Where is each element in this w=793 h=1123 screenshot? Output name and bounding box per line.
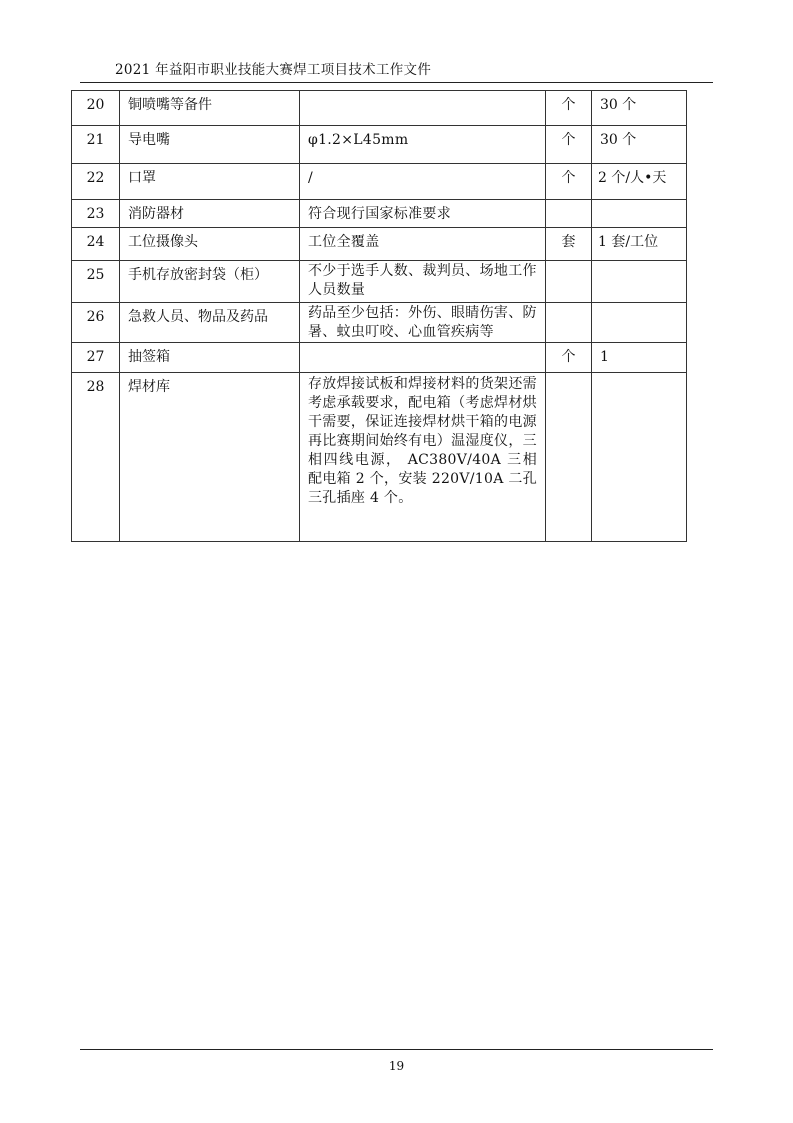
- item-requirement: φ1.2×L45mm: [300, 126, 546, 164]
- row-number: 20: [72, 91, 120, 126]
- item-quantity: [592, 200, 687, 228]
- item-requirement: 不少于选手人数、裁判员、场地工作人员数量: [300, 261, 546, 303]
- item-name: 焊材库: [120, 373, 300, 542]
- item-quantity: [592, 261, 687, 303]
- page-number: 19: [388, 1059, 405, 1073]
- row-number: 25: [72, 261, 120, 303]
- item-name: 导电嘴: [120, 126, 300, 164]
- item-unit: [546, 200, 592, 228]
- table-row: [72, 373, 687, 542]
- item-unit: [546, 303, 592, 343]
- row-number: 27: [72, 343, 120, 373]
- item-requirement: 工位全覆盖: [300, 228, 546, 261]
- item-requirement: 存放焊接试板和焊接材料的货架还需考虑承载要求，配电箱（考虑焊材烘干需要，保证连接焊材烘干箱的电源再比赛期间始终有电）温湿度仪，三相四线电源， AC380V/40A 三相配电箱 2 个，安装 220V/10A 二孔三孔插座 4 个。: [300, 373, 546, 542]
- row-number: 28: [72, 373, 120, 542]
- table-row: [72, 303, 687, 343]
- item-quantity: 2 个/人•天: [592, 164, 687, 200]
- item-quantity: 30 个: [592, 126, 687, 164]
- header-title: 2021 年益阳市职业技能大赛焊工项目技术工作文件: [115, 62, 432, 78]
- row-number: 21: [72, 126, 120, 164]
- row-number: 24: [72, 228, 120, 261]
- table-row: [72, 200, 687, 228]
- item-quantity: [592, 303, 687, 343]
- item-name: 抽签箱: [120, 343, 300, 373]
- item-unit: 个: [546, 126, 592, 164]
- table-row: [72, 164, 687, 200]
- item-unit: 个: [546, 343, 592, 373]
- item-unit: 个: [546, 164, 592, 200]
- item-unit: [546, 261, 592, 303]
- item-name: 口罩: [120, 164, 300, 200]
- equipment-table: [71, 90, 687, 542]
- row-number: 26: [72, 303, 120, 343]
- row-number: 22: [72, 164, 120, 200]
- header-rule: [80, 82, 713, 83]
- item-requirement: /: [300, 164, 546, 200]
- item-name: 铜喷嘴等备件: [120, 91, 300, 126]
- table-row: [72, 343, 687, 373]
- item-name: 消防器材: [120, 200, 300, 228]
- item-quantity: [592, 373, 687, 542]
- item-requirement: 药品至少包括：外伤、眼睛伤害、防暑、蚊虫叮咬、心血管疾病等: [300, 303, 546, 343]
- row-number: 23: [72, 200, 120, 228]
- table-row: [72, 228, 687, 261]
- item-name: 急救人员、物品及药品: [120, 303, 300, 343]
- item-unit: [546, 373, 592, 542]
- item-name: 工位摄像头: [120, 228, 300, 261]
- table-row: [72, 126, 687, 164]
- footer-rule: [80, 1049, 713, 1050]
- table-row: [72, 91, 687, 126]
- item-quantity: 1: [592, 343, 687, 373]
- item-requirement: 符合现行国家标准要求: [300, 200, 546, 228]
- item-unit: 个: [546, 91, 592, 126]
- item-quantity: 30 个: [592, 91, 687, 126]
- item-name: 手机存放密封袋（柜）: [120, 261, 300, 303]
- item-quantity: 1 套/工位: [592, 228, 687, 261]
- item-requirement: [300, 91, 546, 126]
- item-unit: 套: [546, 228, 592, 261]
- item-requirement: [300, 343, 546, 373]
- table-row: [72, 261, 687, 303]
